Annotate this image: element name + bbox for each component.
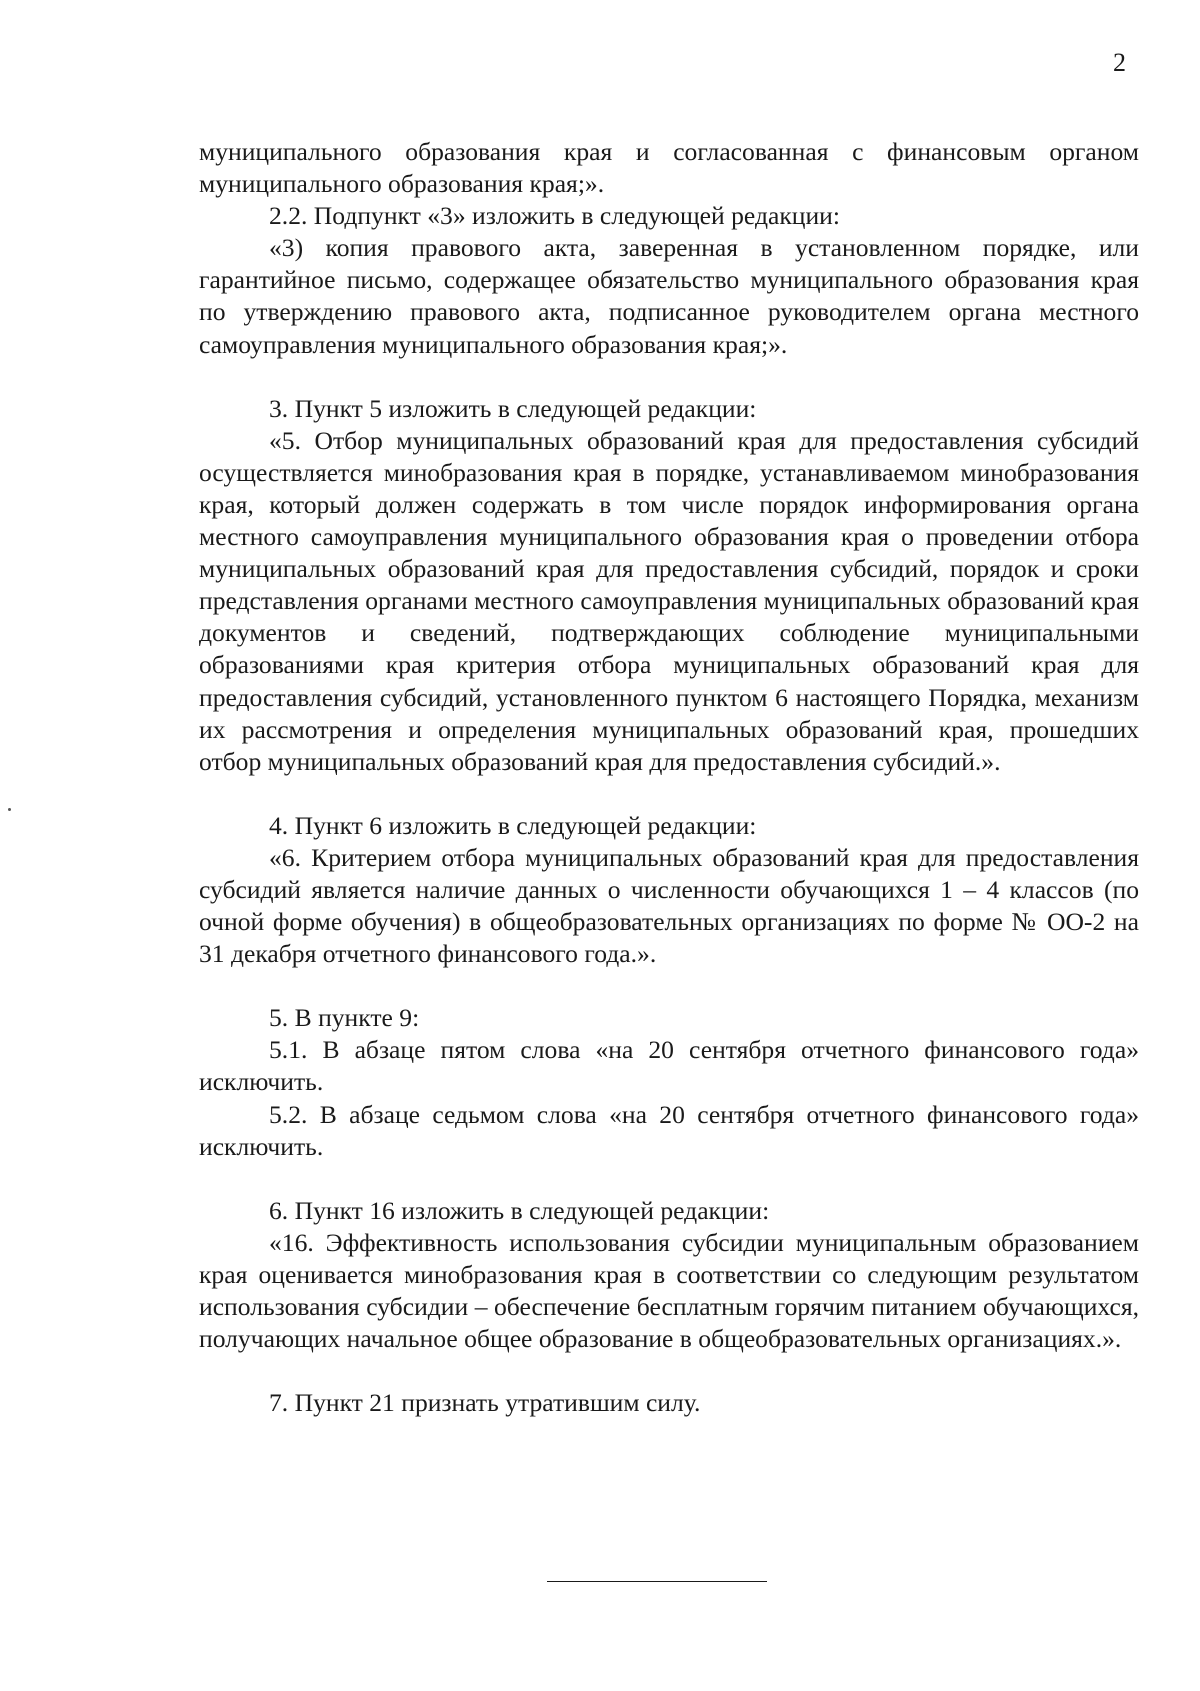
paragraph: 5. В пункте 9: bbox=[269, 1003, 420, 1033]
paragraph: 4. Пункт 6 изложить в следующей редакции: bbox=[269, 810, 757, 840]
paragraph: «16. Эффективность использования субсидии муниципальным образованием края оценивается минобразования края в соответствии со следующим результатом использования субсидии – обеспечение бесплатным горячим питанием обучающихся, получающих начальное общее образование в общеобразовательных организациях.». bbox=[199, 1227, 1139, 1354]
paragraph: муниципального образования края и согласованная с финансовым органом муниципального образования края;». bbox=[199, 137, 1139, 199]
paragraph: «3) копия правового акта, заверенная в установленном порядке, или гарантийное письмо, содержащее обязательство муниципального образования края по утверждению правового акта, подписанное руководителем органа местного самоуправления муниципального образования края;». bbox=[199, 233, 1139, 359]
scan-speck bbox=[8, 808, 11, 811]
paragraph: 5.2. В абзаце седьмом слова «на 20 сентября отчетного финансового года» исключить. bbox=[199, 1099, 1139, 1161]
end-of-text-rule bbox=[547, 1581, 767, 1582]
document-body bbox=[199, 136, 1139, 1419]
paragraph: 5.1. В абзаце пятом слова «на 20 сентября отчетного финансового года» исключить. bbox=[199, 1035, 1139, 1097]
paragraph: «5. Отбор муниципальных образований края для предоставления субсидий осуществляется минобразования края в порядке, устанавливаемом минобразования края, который должен содержать в том числе порядок информирования органа местного самоуправления муниципального образования края о проведении отбора муниципальных образований края для предоставления субсидий, порядок и сроки представления органами местного самоуправления муниципальных образований края документов и сведений, подтверждающих соблюдение муниципальными образованиями края критерия отбора муниципальных образований края для предоставления субсидий, установленного пунктом 6 настоящего Порядка, механизм их рассмотрения и определения муниципальных образований края, прошедших отбор муниципальных образований края для предоставления субсидий.». bbox=[199, 425, 1139, 776]
paragraph: 3. Пункт 5 изложить в следующей редакции: bbox=[269, 393, 757, 423]
paragraph: 6. Пункт 16 изложить в следующей редакции: bbox=[269, 1195, 770, 1225]
page-number: 2 bbox=[1113, 48, 1126, 77]
paragraph: 2.2. Подпункт «3» изложить в следующей редакции: bbox=[269, 201, 840, 231]
paragraph: 7. Пункт 21 признать утратившим силу. bbox=[269, 1388, 701, 1418]
paragraph: «6. Критерием отбора муниципальных образований края для предоставления субсидий является наличие данных о численности обучающихся 1 – 4 классов (по очной форме обучения) в общеобразовательных организациях по форме № ОО-2 на 31 декабря отчетного финансового года.». bbox=[199, 842, 1139, 969]
